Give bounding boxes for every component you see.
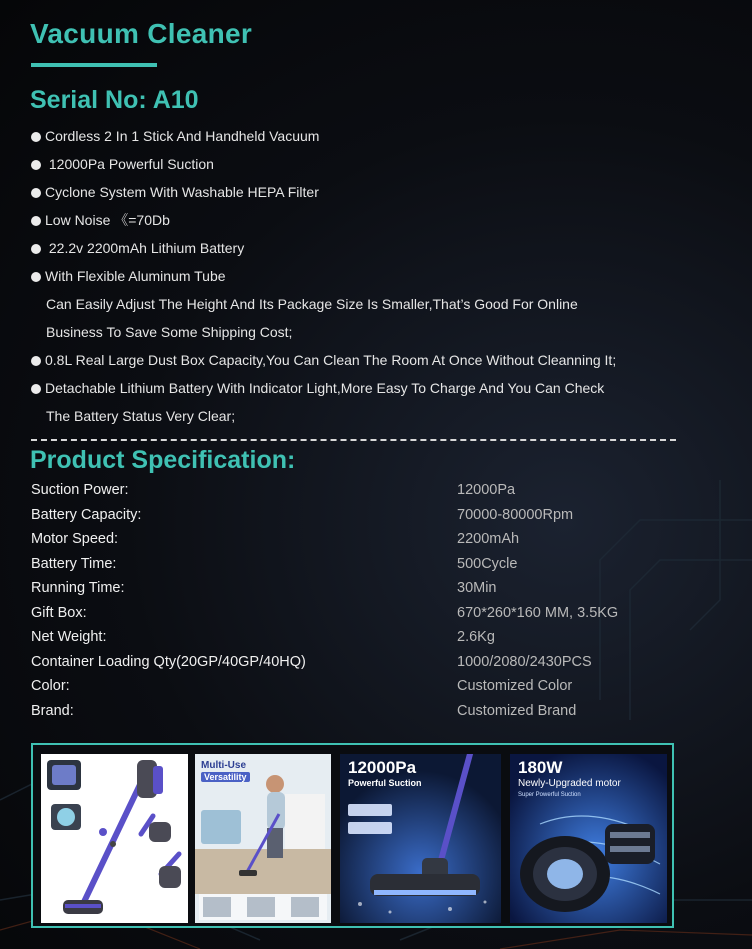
spec-value: 12000Pa — [457, 482, 516, 498]
bullet-icon — [31, 188, 41, 198]
card-subtitle: Powerful Suction — [348, 778, 422, 788]
spec-row — [31, 699, 691, 724]
bullet-icon — [31, 244, 41, 254]
spec-key: Color: — [31, 678, 70, 694]
spec-value: 2.6Kg — [457, 629, 495, 645]
card-title: Multi-Use — [201, 760, 246, 771]
card-note: Super Powerful Suction — [518, 792, 581, 798]
feature-item: 22.2v 2200mAh Lithium Battery — [31, 234, 731, 262]
gallery-image-suction[interactable] — [340, 754, 501, 923]
bullet-icon — [31, 216, 41, 226]
gallery-image-multi-use[interactable] — [195, 754, 331, 923]
spec-key: Battery Capacity: — [31, 506, 142, 523]
feature-list — [31, 122, 731, 430]
spec-row — [31, 674, 691, 699]
serial-number: Serial No: A10 — [30, 86, 199, 114]
feature-continuation: Can Easily Adjust The Height And Its Package Size Is Smaller,That’s Good For Online — [46, 296, 578, 312]
spec-row — [31, 478, 691, 503]
spec-table — [31, 478, 691, 723]
spec-key: Suction Power: — [31, 482, 129, 498]
gallery-image-accessories[interactable] — [41, 754, 188, 923]
spec-value: 670*260*160 MM, 3.5KG — [457, 604, 619, 621]
spec-value: Customized Color — [457, 678, 573, 694]
spec-value: 70000-80000Rpm — [457, 506, 574, 523]
feature-continuation: Business To Save Some Shipping Cost; — [46, 324, 293, 340]
feature-item: With Flexible Aluminum Tube — [31, 262, 731, 290]
spec-key: Container Loading Qty(20GP/40GP/40HQ) — [31, 653, 306, 670]
spec-key: Motor Speed: — [31, 531, 119, 547]
spec-row — [31, 527, 691, 552]
spec-key: Running Time: — [31, 580, 125, 596]
spec-row — [31, 650, 691, 675]
feature-item: Low Noise 《=70Db — [31, 206, 731, 234]
spec-value: 1000/2080/2430PCS — [457, 653, 592, 670]
spec-value: 2200mAh — [457, 531, 520, 547]
spec-row — [31, 601, 691, 626]
bullet-icon — [31, 272, 41, 282]
spec-key: Brand: — [31, 702, 74, 719]
title-underline — [31, 63, 157, 67]
spec-value: 30Min — [457, 580, 497, 596]
spec-key: Gift Box: — [31, 604, 87, 621]
spec-key: Battery Time: — [31, 555, 117, 572]
feature-item: 0.8L Real Large Dust Box Capacity,You Can Clean The Room At Once Without Cleanning It; — [31, 346, 731, 374]
card-subtitle: Newly-Upgraded motor — [518, 778, 621, 789]
product-gallery — [31, 743, 674, 928]
bullet-icon — [31, 160, 41, 170]
spec-row — [31, 625, 691, 650]
feature-item: 12000Pa Powerful Suction — [31, 150, 731, 178]
spec-value: 500Cycle — [457, 555, 518, 572]
gallery-image-motor[interactable] — [510, 754, 667, 923]
spec-key: Net Weight: — [31, 629, 107, 645]
bullet-icon — [31, 132, 41, 142]
spec-row — [31, 576, 691, 601]
spec-value: Customized Brand — [457, 702, 577, 719]
section-divider — [31, 439, 676, 441]
vacuum-kit-illustration — [41, 754, 188, 923]
bullet-icon — [31, 356, 41, 366]
spec-row — [31, 552, 691, 577]
bullet-icon — [31, 384, 41, 394]
card-title: 180W — [518, 758, 563, 777]
spec-heading: Product Specification: — [30, 446, 296, 474]
spec-row — [31, 503, 691, 528]
feature-item: Detachable Lithium Battery With Indicator Light,More Easy To Charge And You Can Check — [31, 374, 731, 402]
page-title: Vacuum Cleaner — [30, 18, 253, 49]
card-title: 12000Pa — [348, 758, 417, 777]
feature-continuation: The Battery Status Very Clear; — [46, 408, 236, 424]
feature-item: Cyclone System With Washable HEPA Filter — [31, 178, 731, 206]
card-subtitle: Versatility — [201, 772, 250, 782]
feature-item: Cordless 2 In 1 Stick And Handheld Vacuum — [31, 122, 731, 150]
